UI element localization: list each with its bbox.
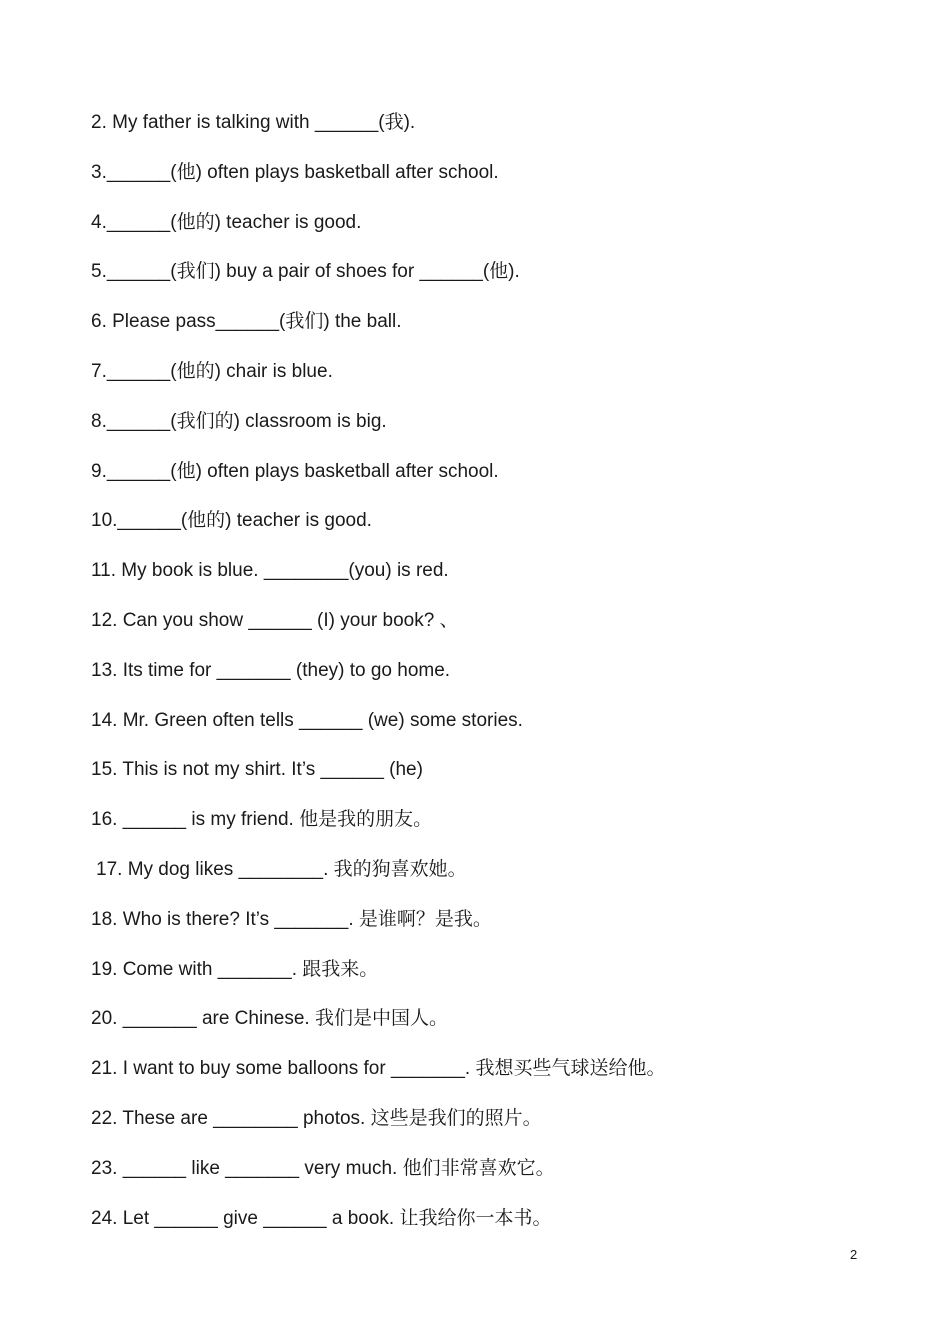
exercise-line: 9.______(他) often plays basketball after school. — [91, 460, 499, 482]
exercise-line: 23. ______ like _______ very much. 他们非常喜欢它。 — [91, 1157, 555, 1179]
exercise-line: 21. I want to buy some balloons for _______. 我想买些气球送给他。 — [91, 1058, 666, 1080]
exercise-line: 24. Let ______ give ______ a book. 让我给你一本书。 — [91, 1207, 552, 1229]
exercise-line: 6. Please pass______(我们) the ball. — [91, 311, 402, 333]
exercise-line: 22. These are ________ photos. 这些是我们的照片。 — [91, 1107, 542, 1129]
exercise-line: 4.______(他的) teacher is good. — [91, 211, 362, 233]
exercise-line: 15. This is not my shirt. It’s ______ (he) — [91, 759, 423, 781]
exercise-list — [91, 108, 891, 1253]
exercise-line: 14. Mr. Green often tells ______ (we) some stories. — [91, 709, 523, 731]
exercise-line: 12. Can you show ______ (I) your book? 、 — [91, 609, 459, 631]
exercise-line: 17. My dog likes ________. 我的狗喜欢她。 — [96, 858, 467, 880]
exercise-line: 5.______(我们) buy a pair of shoes for ______(他). — [91, 261, 520, 283]
page-number: 2 — [850, 1247, 858, 1262]
exercise-line: 18. Who is there? It’s _______. 是谁啊？是我。 — [91, 908, 492, 930]
exercise-line: 7.______(他的) chair is blue. — [91, 360, 333, 382]
exercise-line: 10.______(他的) teacher is good. — [91, 510, 372, 532]
exercise-line: 8.______(我们的) classroom is big. — [91, 410, 387, 432]
exercise-line: 19. Come with _______. 跟我来。 — [91, 958, 379, 980]
exercise-line: 2. My father is talking with ______(我). — [91, 112, 416, 133]
exercise-line: 3.______(他) often plays basketball after school. — [91, 161, 499, 183]
exercise-line: 13. Its time for _______ (they) to go home. — [91, 659, 451, 681]
exercise-line: 20. _______ are Chinese. 我们是中国人。 — [91, 1008, 448, 1030]
exercise-line: 16. ______ is my friend. 他是我的朋友。 — [91, 809, 433, 831]
exercise-line: 11. My book is blue. ________(you) is red. — [91, 560, 449, 582]
